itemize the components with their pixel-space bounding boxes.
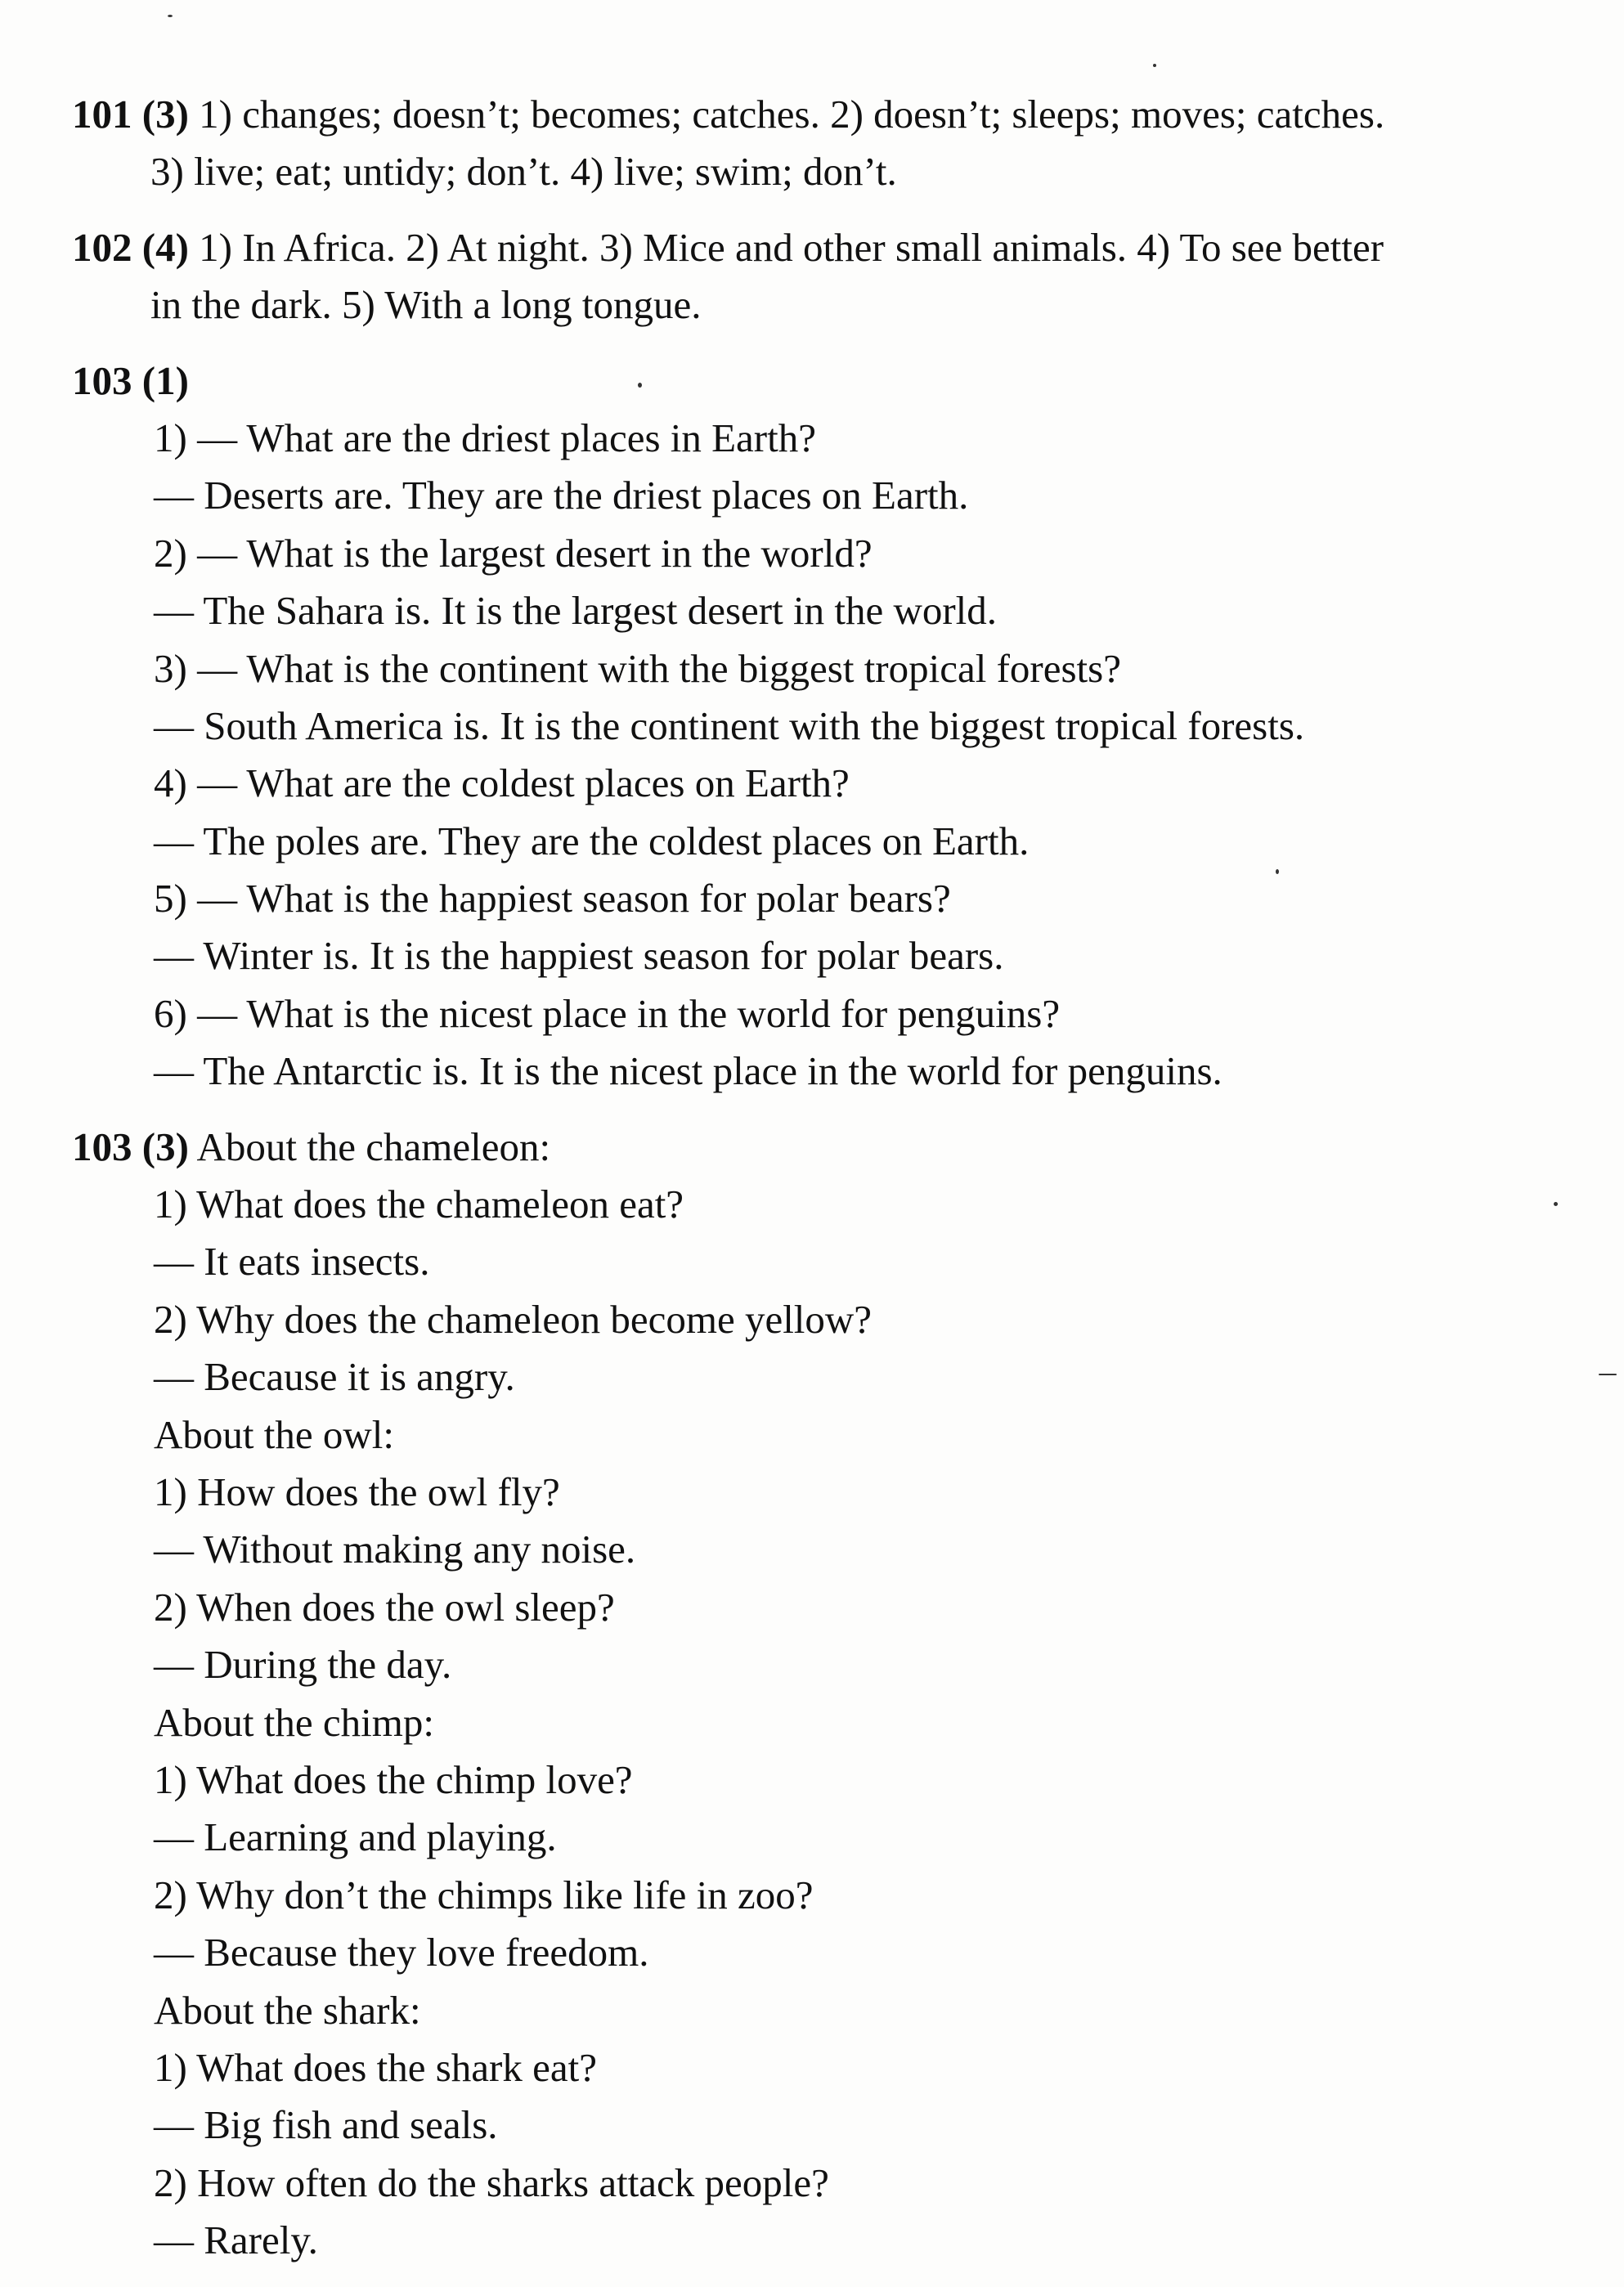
answer-line: — The poles are. They are the coldest places on Earth. xyxy=(154,818,1030,863)
scan-speck xyxy=(1599,1374,1617,1375)
answer-line: 2) — What is the largest desert in the world? xyxy=(154,530,873,576)
exercise-number: 103 (3) xyxy=(72,1123,189,1169)
answer-line: — Winter is. It is the happiest season for polar bears. xyxy=(154,933,1004,979)
answer-line: — The Antarctic is. It is the nicest place in the world for penguins. xyxy=(154,1048,1222,1094)
answer-line: 2) How often do the sharks attack people? xyxy=(154,2159,829,2205)
answer-line: — The Sahara is. It is the largest desert in the world. xyxy=(154,588,998,634)
answer-line: — During the day. xyxy=(154,1642,452,1688)
answer-line: — Because they love freedom. xyxy=(154,1930,649,1975)
answer-line: — Without making any noise. xyxy=(154,1527,636,1572)
answer-line: 2) When does the owl sleep? xyxy=(154,1584,615,1630)
answer-key xyxy=(72,86,1593,2269)
answer-line: 5) — What is the happiest season for polar bears? xyxy=(154,876,951,922)
answer-line: 1) — What are the driest places in Earth? xyxy=(154,415,816,460)
answer-line: — Because it is angry. xyxy=(154,1354,515,1400)
answer-line: 3) live; eat; untidy; don’t. 4) live; swim; don’t. xyxy=(150,149,897,195)
section-heading: About the chameleon: xyxy=(196,1123,551,1169)
scan-speck xyxy=(168,15,173,17)
exercise-101 xyxy=(72,86,1593,201)
answer-line: 1) In Africa. 2) At night. 3) Mice and other small animals. 4) To see better xyxy=(199,224,1384,270)
answer-line: 1) How does the owl fly? xyxy=(154,1469,560,1514)
answer-line: 1) What does the chimp love? xyxy=(154,1756,633,1802)
section-heading: About the chimp: xyxy=(154,1699,434,1745)
exercise-103-3 xyxy=(72,1119,1593,2270)
answer-line: — Learning and playing. xyxy=(154,1814,557,1860)
scan-speck xyxy=(1153,64,1156,67)
exercise-103-1 xyxy=(72,352,1593,1101)
section-heading: About the shark: xyxy=(154,1987,421,2033)
section-heading: About the owl: xyxy=(154,1411,394,1457)
exercise-102 xyxy=(72,219,1593,334)
exercise-number: 101 (3) xyxy=(72,92,189,137)
exercise-number: 102 (4) xyxy=(72,224,189,270)
answer-line: 4) — What are the coldest places on Earth? xyxy=(154,760,850,806)
answer-line: — It eats insects. xyxy=(154,1239,430,1285)
answer-line: 1) What does the chameleon eat? xyxy=(154,1182,684,1227)
answer-line: — Rarely. xyxy=(154,2217,318,2263)
answer-line: 1) What does the shark eat? xyxy=(154,2044,597,2090)
answer-line: — Deserts are. They are the driest places on Earth. xyxy=(154,473,969,518)
answer-line: 2) Why does the chameleon become yellow? xyxy=(154,1296,873,1342)
answer-line: — Big fish and seals. xyxy=(154,2102,498,2148)
answer-line: — South America is. It is the continent with the biggest tropical forests. xyxy=(154,702,1305,748)
answer-line: 1) changes; doesn’t; becomes; catches. 2) doesn’t; sleeps; moves; catches. xyxy=(199,92,1385,137)
answer-line: 6) — What is the nicest place in the world for penguins? xyxy=(154,990,1061,1036)
exercise-number: 103 (1) xyxy=(72,357,189,403)
answer-line: 2) Why don’t the chimps like life in zoo? xyxy=(154,1872,814,1917)
answer-line: in the dark. 5) With a long tongue. xyxy=(150,282,702,328)
answer-line: 3) — What is the continent with the biggest tropical forests? xyxy=(154,645,1121,691)
